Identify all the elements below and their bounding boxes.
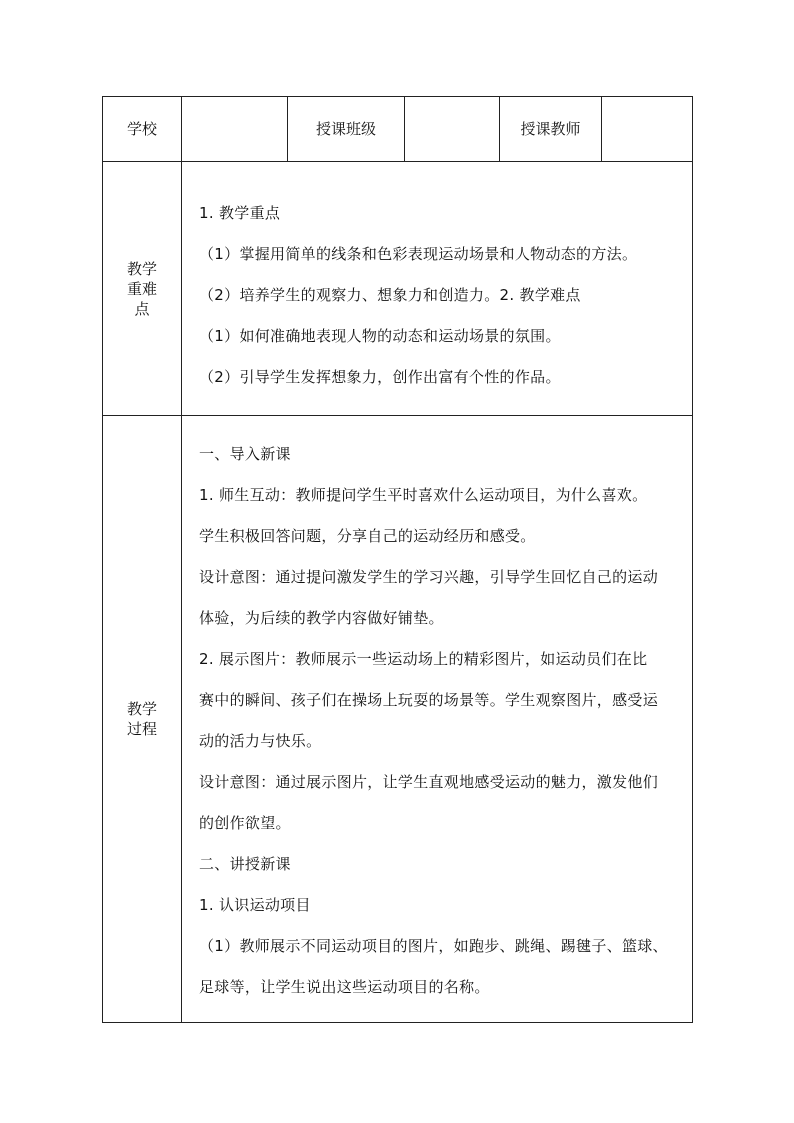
content-line: 1. 教学重点 <box>199 204 281 222</box>
key-points-row <box>103 162 693 416</box>
content-line: 动的活力与快乐。 <box>199 732 322 750</box>
content-line: 设计意图：通过提问激发学生的学习兴趣，引导学生回忆自己的运动 <box>199 568 659 586</box>
content-line: （2）引导学生发挥想象力，创作出富有个性的作品。 <box>199 368 561 386</box>
school-label: 学校 <box>103 97 182 162</box>
content-line: 赛中的瞬间、孩子们在操场上玩耍的场景等。学生观察图片，感受运 <box>199 691 659 709</box>
content-line: 足球等，让学生说出这些运动项目的名称。 <box>199 978 490 996</box>
header-row <box>103 97 693 162</box>
content-line: （2）培养学生的观察力、想象力和创造力。2. 教学难点 <box>199 286 581 304</box>
content-line: （1）教师展示不同运动项目的图片，如跑步、跳绳、踢毽子、篮球、 <box>199 937 668 955</box>
process-label <box>103 416 182 1023</box>
process-label-line: 教学 <box>126 700 157 718</box>
content-line: 二、讲授新课 <box>199 855 291 873</box>
content-line: 的创作欲望。 <box>199 814 291 832</box>
class-label: 授课班级 <box>288 97 405 162</box>
content-line: 1. 师生互动：教师提问学生平时喜欢什么运动项目，为什么喜欢。 <box>199 486 648 504</box>
teacher-label: 授课教师 <box>500 97 602 162</box>
teacher-value <box>602 97 693 162</box>
key-points-label-line: 重难 <box>126 279 157 298</box>
content-line: 设计意图：通过展示图片，让学生直观地感受运动的魅力，激发他们 <box>199 773 659 791</box>
content-line: （1）如何准确地表现人物的动态和运动场景的氛围。 <box>199 327 561 345</box>
key-points-label-line: 点 <box>134 299 150 318</box>
content-line: 体验，为后续的教学内容做好铺垫。 <box>199 609 444 627</box>
school-value <box>182 97 288 162</box>
key-points-label <box>103 162 182 416</box>
process-content <box>182 416 693 1023</box>
content-line: 1. 认识运动项目 <box>199 896 311 914</box>
content-line: 学生积极回答问题，分享自己的运动经历和感受。 <box>199 527 536 545</box>
content-line: 一、导入新课 <box>199 445 291 463</box>
key-points-label-line: 教学 <box>126 259 157 278</box>
content-line: 2. 展示图片：教师展示一些运动场上的精彩图片，如运动员们在比 <box>199 650 648 668</box>
process-label-line: 过程 <box>126 720 157 738</box>
class-value <box>405 97 500 162</box>
process-row <box>103 416 693 1023</box>
lesson-plan-table <box>102 96 693 1023</box>
key-points-content <box>182 162 693 416</box>
content-line: （1）掌握用简单的线条和色彩表现运动场景和人物动态的方法。 <box>199 245 638 263</box>
